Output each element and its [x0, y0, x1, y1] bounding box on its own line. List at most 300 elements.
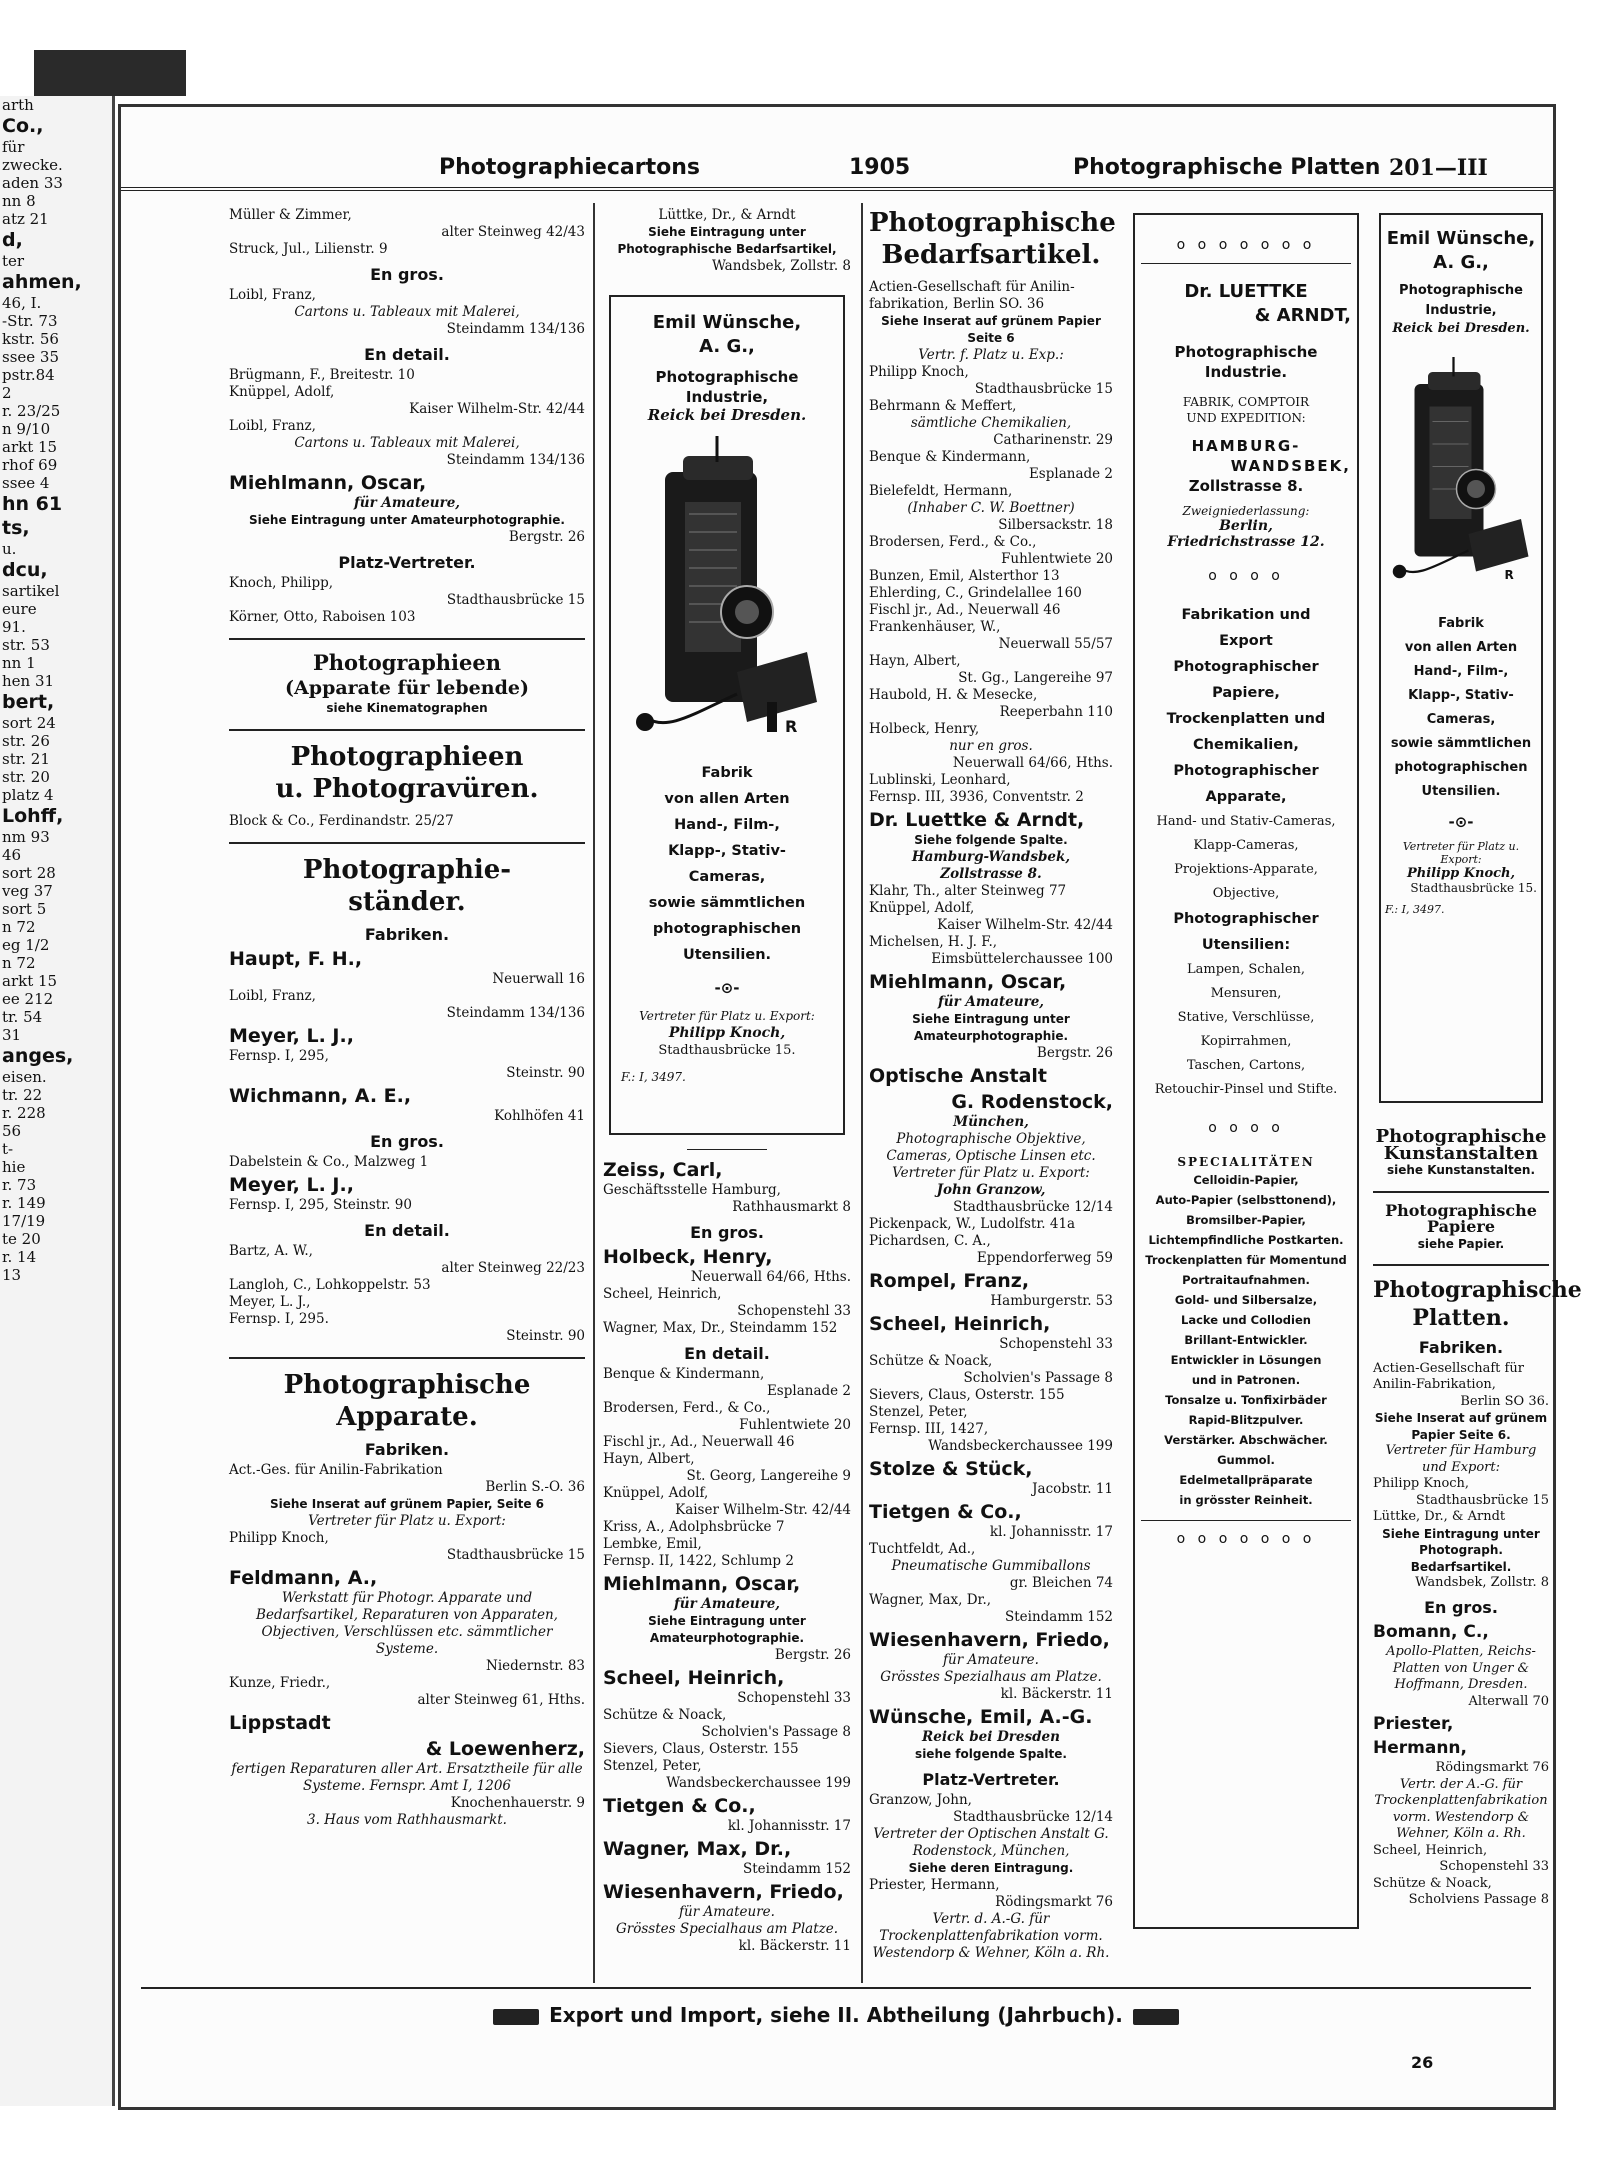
header-right: Photographische Platten — [1073, 155, 1381, 180]
description: Grösstes Specialhaus am Platze. — [615, 1921, 839, 1937]
list-item: Pickenpack, W., Ludolfstr. 41a — [869, 1216, 1076, 1232]
ad-company: A. G., — [1433, 252, 1489, 273]
ad-line: Industrie, — [685, 388, 769, 406]
address: Schopenstehl 33 — [737, 1303, 851, 1319]
column-3 — [869, 207, 1116, 1977]
cross-reference: Siehe Eintragung unter Amateurphotographie. — [912, 1012, 1070, 1043]
address: Niedernstr. 83 — [486, 1658, 585, 1674]
ad-phone: F.: I, 3497. — [621, 1070, 686, 1084]
address: Neuerwall 64/66, Hths. — [952, 755, 1113, 771]
svg-text:R: R — [785, 717, 798, 736]
cross-reference: Siehe Eintragung unter Amateurphotographie. — [249, 513, 565, 527]
address: Neuerwall 55/57 — [998, 636, 1113, 652]
list-item: Tuchtfeldt, Ad., — [869, 1541, 976, 1557]
ad-representative-name: Philipp Knoch, — [1406, 866, 1516, 881]
firm-name: Wagner, Max, Dr., — [603, 1838, 792, 1860]
camera-illustration — [1386, 344, 1536, 604]
description: fertigen Reparaturen aller Art. Ersatztheile für alle Systeme. Fernspr. Amt I, 1206 — [231, 1761, 583, 1794]
ad-product-line: Mensuren, — [1210, 986, 1282, 1001]
firm-name: Bomann, C., — [1373, 1622, 1489, 1642]
list-item: Bielefeldt, Hermann, — [869, 483, 1013, 499]
description: nur en gros. — [949, 738, 1033, 754]
address: Bergstr. 26 — [1036, 1045, 1113, 1061]
firm-name: Meyer, L. J., — [229, 1025, 354, 1047]
address: Kaiser Wilhelm-Str. 42/44 — [937, 917, 1113, 933]
pointing-hand-icon — [1133, 2009, 1179, 2025]
description: Vertr. der A.-G. für Trockenplattenfabrikation vorm. Westendorp & Wehner, Köln a. Rh. — [1374, 1776, 1548, 1841]
subheading: Fabriken. — [1418, 1338, 1504, 1357]
firm-name: Meyer, L. J., — [229, 1174, 354, 1196]
text-fragment: ahmen, — [2, 271, 82, 293]
ornament: o o o o — [1208, 1120, 1284, 1136]
ad-location: Reick bei Dresden. — [647, 406, 807, 424]
firm-location: Hamburg-Wandsbek, Zollstrasse 8. — [911, 849, 1071, 882]
firm-name: G. Rodenstock, — [951, 1091, 1113, 1113]
address: Wandsbek, Zollstr. 8 — [1415, 1575, 1549, 1590]
advertisement-wuensche — [609, 295, 845, 1135]
list-item: Behrmann & Meffert, — [869, 398, 1017, 414]
list-item: Scheel, Heinrich, — [1373, 1842, 1488, 1858]
description: Vertr. f. Platz u. Exp.: — [918, 347, 1064, 363]
ad-product-line: Kopirrahmen, — [1200, 1034, 1292, 1049]
ad-body-line: Chemikalien, — [1193, 737, 1299, 753]
text-fragment: 46 — [2, 846, 22, 864]
address: alter Steinweg 61, Hths. — [417, 1692, 585, 1708]
section-title: Photographieen — [290, 742, 524, 772]
section-title: Photographische — [869, 208, 1116, 238]
list-item: Knüppel, Adolf, — [229, 384, 335, 400]
section-title: Platten. — [1412, 1305, 1510, 1331]
firm-name: Tietgen & Co., — [869, 1501, 1022, 1523]
list-item: Hayn, Albert, — [869, 653, 961, 669]
ad-representative-name: Philipp Knoch, — [668, 1025, 786, 1041]
list-item: Holbeck, Henry, — [869, 721, 980, 737]
ad-company: Emil Wünsche, — [652, 312, 802, 333]
section-title: Photographische — [1375, 1126, 1547, 1147]
address: kl. Bäckerstr. 11 — [1000, 1686, 1113, 1702]
text-fragment: eisen. — [2, 1068, 47, 1086]
ad-specialty-item: in grösster Reinheit. — [1179, 1493, 1313, 1507]
text-fragment: kstr. 56 — [2, 330, 59, 348]
text-fragment: -Str. 73 — [2, 312, 58, 330]
ad-branch-street: Friedrichstrasse 12. — [1167, 534, 1325, 550]
list-item: Fernsp. III, 1427, — [869, 1421, 989, 1437]
section-heading — [1373, 1264, 1582, 1332]
section-title: Photographische Papiere — [1385, 1200, 1537, 1236]
ad-line: Photographische — [655, 368, 799, 386]
ad-branch-label: Zweigniederlassung: — [1182, 504, 1310, 518]
subheading: Platz-Vertreter. — [922, 1770, 1060, 1789]
svg-text:R: R — [1504, 568, 1514, 582]
section-heading — [229, 842, 585, 918]
address: gr. Bleichen 74 — [1009, 1575, 1113, 1591]
text-fragment: zwecke. — [2, 156, 63, 174]
cross-reference: Siehe Inserat auf grünem Papier, Seite 6 — [269, 1497, 545, 1511]
ad-line: UND EXPEDITION: — [1186, 411, 1306, 425]
cross-reference: siehe Papier. — [1417, 1236, 1505, 1251]
address: Esplanade 2 — [766, 1383, 851, 1399]
list-item: Loibl, Franz, — [229, 287, 316, 303]
address: Scholvien's Passage 8 — [963, 1370, 1113, 1386]
subheading: En gros. — [370, 265, 444, 284]
ad-body-line: Utensilien: — [1201, 937, 1291, 953]
ad-phone: F.: I, 3497. — [1385, 903, 1445, 916]
ad-body-line: Export — [1219, 633, 1273, 649]
address: Scholvien's Passage 8 — [701, 1724, 851, 1740]
list-item: Klahr, Th., alter Steinweg 77 — [869, 883, 1067, 899]
firm-location: München, — [953, 1114, 1029, 1130]
address: Stadthausbrücke 15 — [446, 1547, 585, 1563]
address: Kohlhöfen 41 — [494, 1108, 585, 1124]
ad-product-line: Klapp-Cameras, — [1193, 838, 1299, 853]
ad-specialty-item: Trockenplatten für Momentund Portraitaufnahmen. — [1145, 1253, 1347, 1287]
ad-symbol: -⊙- — [714, 979, 740, 997]
cross-reference: siehe Kinematographen — [326, 701, 488, 715]
text-fragment: str. 53 — [2, 636, 50, 654]
list-item: Körner, Otto, Raboisen 103 — [229, 609, 416, 625]
ad-body-line: photographischen — [1394, 760, 1528, 775]
firm-name: Wiesenhavern, Friedo, — [869, 1629, 1110, 1651]
ad-specialty-item: Gold- und Silbersalze, — [1174, 1293, 1318, 1307]
text-fragment: te 20 — [2, 1230, 41, 1248]
ad-location: Reick bei Dresden. — [1392, 321, 1530, 336]
ad-line: Industrie. — [1204, 363, 1288, 381]
section-title: Photographie- — [302, 855, 512, 885]
ad-body-line: Fabrik — [701, 765, 753, 781]
text-fragment: u. — [2, 540, 17, 558]
header-year: 1905 — [849, 155, 911, 180]
address: Wandsbeckerchaussee 199 — [666, 1775, 851, 1791]
text-fragment: n 9/10 — [2, 420, 51, 438]
list-item: Geschäftsstelle Hamburg, — [603, 1182, 781, 1198]
address: Silbersackstr. 18 — [998, 517, 1113, 533]
section-title: (Apparate für lebende) — [285, 677, 529, 699]
address: Stadthausbrücke 15 — [974, 381, 1113, 397]
footer-text: Export und Import, siehe II. Abtheilung (Jahrbuch). — [549, 2003, 1123, 2027]
list-item: Knüppel, Adolf, — [869, 900, 975, 916]
cross-reference: Siehe Eintragung unter Photograph. Bedarfsartikel. — [1382, 1526, 1540, 1574]
address: Steindamm 134/136 — [446, 1005, 585, 1021]
ad-body-line: Trockenplatten und — [1166, 711, 1326, 727]
page-number: 26 — [1411, 2053, 1434, 2072]
description: (Inhaber C. W. Boettner) — [907, 500, 1075, 516]
ad-company: Dr. LUETTKE — [1184, 281, 1308, 302]
firm-tagline: für Amateure, — [674, 1596, 780, 1612]
ad-line: FABRIK, COMPTOIR — [1182, 395, 1310, 409]
text-fragment: nm 93 — [2, 828, 50, 846]
text-fragment: für — [2, 138, 25, 156]
column-1 — [229, 207, 585, 1977]
firm-name: Priester, Hermann, — [1373, 1714, 1467, 1758]
ad-line: Industrie, — [1425, 303, 1497, 318]
ad-body-line: Cameras, — [1426, 712, 1496, 727]
list-item: Kunze, Friedr., — [229, 1675, 331, 1691]
ad-body-line: Hand-, Film-, — [674, 817, 780, 833]
ad-body-line: Hand-, Film-, — [1413, 664, 1509, 679]
section-heading — [229, 1357, 585, 1433]
description: 3. Haus vom Rathhausmarkt. — [307, 1812, 507, 1828]
firm-name: Optische Anstalt — [869, 1065, 1047, 1087]
address: Esplanade 2 — [1028, 466, 1113, 482]
section-heading — [1373, 1119, 1549, 1179]
address: alter Steinweg 22/23 — [441, 1260, 585, 1276]
ad-body-line: Papiere, — [1212, 685, 1280, 701]
address: Rödingsmarkt 76 — [995, 1894, 1113, 1910]
firm-tagline: für Amateure, — [354, 495, 460, 511]
list-item: Lüttke, Dr., & Arndt — [1373, 1509, 1506, 1524]
list-item: Loibl, Franz, — [229, 988, 316, 1004]
list-item: Priester, Hermann, — [869, 1877, 1000, 1893]
subheading: En gros. — [370, 1132, 444, 1151]
text-fragment: sort 5 — [2, 900, 47, 918]
ad-body-line: von allen Arten — [664, 791, 790, 807]
firm-name: Miehlmann, Oscar, — [229, 472, 427, 494]
text-fragment: ssee 35 — [2, 348, 60, 366]
description: Vertr. d. A.-G. für Trockenplattenfabrikation vorm. Westendorp & Wehner, Köln a. Rh. — [872, 1911, 1110, 1961]
address: Alterwall 70 — [1468, 1693, 1549, 1709]
list-item: Loibl, Franz, — [229, 418, 316, 434]
list-item: Meyer, L. J., — [229, 1294, 311, 1310]
text-fragment: hn 61 — [2, 493, 63, 515]
address: Reeperbahn 110 — [999, 704, 1113, 720]
subheading: En gros. — [690, 1223, 764, 1242]
firm-name: Wichmann, A. E., — [229, 1085, 412, 1107]
description: Vertreter für Hamburg und Export: — [1385, 1443, 1537, 1475]
list-item: Fernsp. I, 295, — [229, 1048, 329, 1064]
list-item: Brodersen, Ferd., & Co., — [603, 1400, 771, 1416]
divider — [1141, 1520, 1351, 1521]
ad-city: WANDSBEK, — [1230, 457, 1351, 475]
list-item: Scheel, Heinrich, — [603, 1286, 722, 1302]
footer-note — [141, 1987, 1531, 2027]
list-item: Wagner, Max, Dr., — [869, 1592, 992, 1608]
list-item: Benque & Kindermann, — [869, 449, 1031, 465]
text-fragment: r. 14 — [2, 1248, 37, 1266]
firm-name: Dr. Luettke & Arndt, — [869, 809, 1085, 831]
text-fragment: 13 — [2, 1266, 22, 1284]
address: Catharinenstr. 29 — [993, 432, 1113, 448]
ad-body-line: Utensilien. — [682, 947, 772, 963]
ad-specialty-item: Verstärker. Abschwächer. — [1164, 1433, 1328, 1447]
ad-branch-city: Berlin, — [1219, 518, 1273, 534]
list-item: Fernsp. I, 295. — [229, 1311, 329, 1327]
camera-illustration — [627, 432, 827, 752]
scan-corner — [34, 50, 186, 96]
section-title: Photographische — [1373, 1277, 1582, 1303]
address: Steinstr. 90 — [506, 1065, 585, 1081]
firm-name: Miehlmann, Oscar, — [603, 1573, 801, 1595]
text-fragment: eg 1/2 — [2, 936, 50, 954]
list-item: Schütze & Noack, — [869, 1353, 993, 1369]
firm-name: Scheel, Heinrich, — [603, 1667, 785, 1689]
list-item: Philipp Knoch, — [229, 1530, 329, 1546]
section-title: ständer. — [348, 887, 466, 917]
text-fragment: nn 1 — [2, 654, 36, 672]
firm-name: Rompel, Franz, — [869, 1270, 1030, 1292]
ad-body-line: Klapp-, Stativ- — [1408, 688, 1514, 703]
firm-name: Wiesenhavern, Friedo, — [603, 1881, 844, 1903]
address: Bergstr. 26 — [774, 1647, 851, 1663]
list-item: Fischl jr., Ad., Neuerwall 46 — [869, 602, 1061, 618]
text-fragment: tr. 22 — [2, 1086, 43, 1104]
address: Bergstr. 26 — [508, 529, 585, 545]
list-item: Michelsen, H. J. F., — [869, 934, 998, 950]
firm-tagline: für Amateure, — [938, 994, 1044, 1010]
text-fragment: arkt 15 — [2, 438, 58, 456]
list-item: Lublinski, Leonhard, — [869, 772, 1011, 788]
description: Grösstes Spezialhaus am Platze. — [880, 1669, 1102, 1685]
list-item: Knüppel, Adolf, — [603, 1485, 709, 1501]
list-item: Struck, Jul., Lilienstr. 9 — [229, 241, 388, 257]
ad-specialty-item: Gummol. — [1217, 1453, 1275, 1467]
list-item: Act.-Ges. für Anilin-Fabrikation — [229, 1462, 443, 1478]
text-fragment: sort 24 — [2, 714, 56, 732]
description: Vertreter der Optischen Anstalt G. Rodenstock, München, — [873, 1826, 1109, 1859]
ad-body-line: Apparate, — [1205, 789, 1287, 805]
list-item: Fernsp. I, 295, Steinstr. 90 — [229, 1197, 412, 1213]
list-item: Actien-Gesellschaft für Anilin-fabrikation, Berlin SO. 36 — [869, 279, 1075, 312]
address: Berlin S.-O. 36 — [485, 1479, 585, 1495]
text-fragment: hen 31 — [2, 672, 55, 690]
ornament: o o o o o o o — [1176, 1531, 1316, 1547]
text-fragment: eure — [2, 600, 37, 618]
ad-product-line: Retouchir-Pinsel und Stifte. — [1154, 1082, 1338, 1097]
firm-name: Zeiss, Carl, — [603, 1159, 723, 1181]
list-item: Müller & Zimmer, — [229, 207, 352, 223]
list-item: Brodersen, Ferd., & Co., — [869, 534, 1037, 550]
section-heading — [869, 207, 1116, 271]
address: Steinstr. 90 — [506, 1328, 585, 1344]
address: Wandsbek, Zollstr. 8 — [711, 258, 851, 274]
list-item: Fernsp. III, 3936, Conventstr. 2 — [869, 789, 1084, 805]
column-rule — [861, 203, 863, 1983]
list-item: Frankenhäuser, W., — [869, 619, 1001, 635]
ad-representative-label: Vertreter für Platz u. Export: — [639, 1009, 815, 1023]
subheading: En detail. — [684, 1344, 770, 1363]
address: Kaiser Wilhelm-Str. 42/44 — [675, 1502, 851, 1518]
text-fragment: 56 — [2, 1122, 22, 1140]
text-fragment: n 72 — [2, 954, 36, 972]
firm-name: Tietgen & Co., — [603, 1795, 756, 1817]
firm-name: Miehlmann, Oscar, — [869, 971, 1067, 993]
list-item: Kriss, A., Adolphsbrücke 7 — [603, 1519, 785, 1535]
ad-body-line: Fabrik — [1438, 616, 1484, 631]
ad-specialties-title: SPECIALITÄTEN — [1177, 1155, 1315, 1169]
address: Stadthausbrücke 12/14 — [953, 1199, 1113, 1215]
ad-body-line: Fabrikation und — [1181, 607, 1311, 623]
ad-symbol: -⊙- — [1448, 813, 1474, 831]
section-title: Bedarfsartikel. — [881, 240, 1101, 270]
list-item: Sievers, Claus, Osterstr. 155 — [869, 1387, 1065, 1403]
description: für Amateure. — [943, 1652, 1039, 1668]
ad-body-line: sowie sämmtlichen — [648, 895, 806, 911]
column-5 — [1373, 1113, 1582, 1977]
address: Neuerwall 16 — [492, 971, 585, 987]
firm-name: Wünsche, Emil, A.-G. — [869, 1706, 1093, 1728]
section-heading — [229, 638, 585, 717]
ad-specialty-item: Brillant-Entwickler. — [1184, 1333, 1308, 1347]
page-header — [121, 147, 1553, 191]
text-fragment: r. 228 — [2, 1104, 46, 1122]
text-fragment: arkt 15 — [2, 972, 58, 990]
address: Stadthausbrücke 15 — [446, 592, 585, 608]
description: Apollo-Platten, Reichs-Platten von Unger & Hoffmann, Dresden. — [1386, 1644, 1536, 1692]
cross-reference: Siehe folgende Spalte. — [914, 833, 1068, 847]
description: Pneumatische Gummiballons — [891, 1558, 1091, 1574]
ad-specialty-item: Celloidin-Papier, — [1193, 1173, 1299, 1187]
ad-body-line: Utensilien. — [1421, 784, 1501, 799]
ad-product-line: Hand- und Stativ-Cameras, — [1156, 814, 1336, 829]
text-fragment: anges, — [2, 1045, 74, 1067]
text-fragment: r. 73 — [2, 1176, 37, 1194]
cross-reference: siehe Kunstanstalten. — [1386, 1163, 1535, 1177]
list-item: Hayn, Albert, — [603, 1451, 695, 1467]
ad-specialty-item: Edelmetallpräparate — [1179, 1473, 1313, 1487]
ad-body-line: Photographischer — [1173, 911, 1319, 927]
section-title: Photographieen — [312, 650, 502, 675]
text-fragment: tr. 54 — [2, 1008, 43, 1026]
list-item: Ehlerding, C., Grindelallee 160 — [869, 585, 1082, 601]
firm-name: Scheel, Heinrich, — [869, 1313, 1051, 1335]
cross-reference: Siehe deren Eintragung. — [908, 1861, 1074, 1875]
text-fragment: platz 4 — [2, 786, 54, 804]
firm-location: Reick bei Dresden — [922, 1729, 1060, 1745]
ad-line: Photographische — [1399, 283, 1523, 298]
list-item: Sievers, Claus, Osterstr. 155 — [603, 1741, 799, 1757]
list-item: Pichardsen, C. A., — [869, 1233, 991, 1249]
section-heading — [229, 729, 585, 805]
ad-product-line: Projektions-Apparate, — [1174, 862, 1318, 877]
address: Jacobstr. 11 — [1032, 1481, 1113, 1497]
text-fragment: str. 20 — [2, 768, 50, 786]
address: Eimsbüttelerchaussee 100 — [931, 951, 1113, 967]
ad-specialty-item: Entwickler in Lösungen — [1170, 1353, 1322, 1367]
address: Kaiser Wilhelm-Str. 42/44 — [409, 401, 585, 417]
list-item: Block & Co., Ferdinandstr. 25/27 — [229, 813, 454, 829]
address: Eppendorferweg 59 — [976, 1250, 1113, 1266]
text-fragment: t- — [2, 1140, 14, 1158]
list-item: Stenzel, Peter, — [603, 1758, 702, 1774]
list-item: Fernsp. II, 1422, Schlump 2 — [603, 1553, 794, 1569]
ad-specialty-item: und in Patronen. — [1191, 1373, 1301, 1387]
list-item: Schütze & Noack, — [1373, 1875, 1492, 1891]
text-fragment: Co., — [2, 115, 44, 137]
address: Neuerwall 64/66, Hths. — [690, 1269, 851, 1285]
address: Hamburgerstr. 53 — [990, 1293, 1113, 1309]
ornament: o o o o o o o — [1176, 237, 1316, 253]
ad-city: HAMBURG- — [1191, 437, 1301, 455]
list-item: Actien-Gesellschaft für Anilin-Fabrikation, — [1373, 1360, 1524, 1392]
description: Vertreter für Platz u. Export: — [892, 1165, 1090, 1181]
section-title: Photographische — [283, 1370, 531, 1400]
description: Cartons u. Tableaux mit Malerei, — [294, 304, 520, 320]
text-fragment: n 72 — [2, 918, 36, 936]
list-item: Granzow, John, — [869, 1792, 972, 1808]
address: Berlin SO 36. — [1460, 1393, 1549, 1409]
list-item: Wagner, Max, Dr., Steindamm 152 — [603, 1320, 838, 1336]
firm-location: John Granzow, — [936, 1182, 1046, 1198]
firm-name: Stolze & Stück, — [869, 1458, 1033, 1480]
ad-body-line: sowie sämmtlichen — [1390, 736, 1532, 751]
ad-body-line: Klapp-, Stativ- — [668, 843, 786, 859]
list-item: Stenzel, Peter, — [869, 1404, 968, 1420]
address: Fuhlentwiete 20 — [1001, 551, 1113, 567]
text-fragment: veg 37 — [2, 882, 53, 900]
address: Rathhausmarkt 8 — [732, 1199, 851, 1215]
text-fragment: rhof 69 — [2, 456, 58, 474]
cross-reference: Siehe Eintragung unter Amateurphotographie. — [648, 1614, 806, 1645]
ad-company: & ARNDT, — [1254, 305, 1351, 326]
